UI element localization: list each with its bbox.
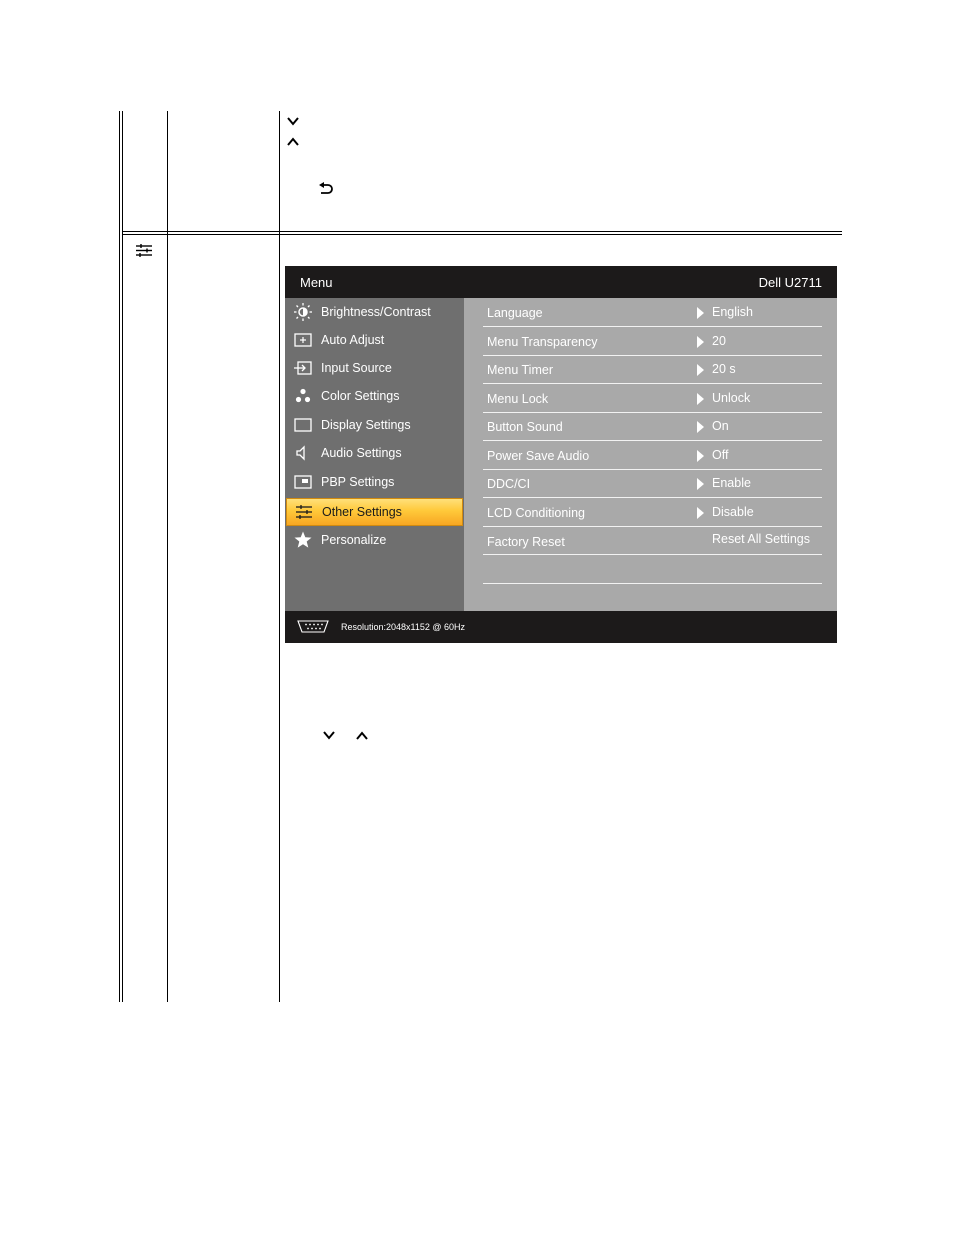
- menu-item-label: Personalize: [321, 533, 387, 547]
- menu-item-label: Input Source: [321, 361, 392, 375]
- setting-row-lcd-conditioning[interactable]: [483, 498, 822, 527]
- setting-row-empty: [483, 555, 822, 584]
- setting-value: Unlock: [712, 391, 751, 405]
- setting-value: Disable: [712, 505, 754, 519]
- triangle-right-icon: [697, 507, 704, 519]
- setting-value: Reset All Settings: [712, 532, 810, 546]
- speaker-icon: [293, 444, 313, 462]
- setting-row-ddc-ci[interactable]: [483, 469, 822, 498]
- setting-row-menu-timer[interactable]: [483, 355, 822, 384]
- setting-label: DDC/CI: [487, 477, 531, 491]
- osd-menu: [285, 266, 837, 643]
- osd-title: Menu: [300, 275, 333, 290]
- osd-submenu: [464, 298, 837, 611]
- setting-value: Off: [712, 448, 729, 462]
- osd-main-menu: [285, 298, 464, 611]
- setting-label: LCD Conditioning: [487, 506, 585, 520]
- table-border-left-inner: [122, 111, 123, 1002]
- triangle-right-icon: [697, 393, 704, 405]
- triangle-right-icon: [697, 336, 704, 348]
- osd-header: [285, 266, 837, 298]
- setting-row-button-sound[interactable]: [483, 412, 822, 441]
- table-border-left-outer: [119, 111, 120, 1002]
- menu-item-color-settings[interactable]: [285, 382, 464, 410]
- menu-item-audio-settings[interactable]: [285, 439, 464, 467]
- setting-label: Menu Transparency: [487, 335, 598, 349]
- other-settings-icon: [294, 503, 314, 521]
- setting-label: Power Save Audio: [487, 449, 590, 463]
- table-row-divider-b: [122, 234, 842, 235]
- chevron-down-icon: [287, 117, 299, 126]
- vga-connector-icon: [296, 620, 330, 638]
- setting-value: English: [712, 305, 753, 319]
- setting-value: 20 s: [712, 362, 736, 376]
- display-settings-icon: [293, 416, 313, 434]
- triangle-right-icon: [697, 450, 704, 462]
- triangle-right-icon: [697, 421, 704, 433]
- table-divider-2: [279, 111, 280, 1002]
- setting-row-power-save-audio[interactable]: [483, 441, 822, 470]
- table-divider-1: [167, 111, 168, 1002]
- menu-item-pbp-settings[interactable]: [285, 468, 464, 496]
- table-row-divider-a: [122, 231, 842, 232]
- setting-row-language[interactable]: [483, 298, 822, 327]
- setting-row-menu-transparency[interactable]: [483, 327, 822, 356]
- setting-row-factory-reset[interactable]: [483, 526, 822, 555]
- setting-label: Menu Timer: [487, 363, 553, 377]
- menu-item-label: Other Settings: [322, 505, 402, 519]
- osd-footer: [285, 611, 837, 643]
- menu-item-label: Brightness/Contrast: [321, 305, 431, 319]
- setting-label: Menu Lock: [487, 392, 549, 406]
- menu-item-label: PBP Settings: [321, 475, 395, 489]
- osd-model: Dell U2711: [758, 275, 822, 290]
- auto-adjust-icon: [293, 331, 313, 349]
- menu-item-label: Color Settings: [321, 389, 400, 403]
- chevron-up-icon: [356, 731, 368, 740]
- triangle-right-icon: [697, 364, 704, 376]
- setting-label: Button Sound: [487, 420, 563, 434]
- menu-item-label: Auto Adjust: [321, 333, 385, 347]
- other-settings-icon: [136, 244, 152, 257]
- menu-item-auto-adjust[interactable]: [285, 326, 464, 354]
- brightness-icon: [293, 303, 313, 321]
- menu-item-other-settings[interactable]: [286, 498, 463, 526]
- setting-label: Language: [487, 306, 543, 320]
- setting-label: Factory Reset: [487, 535, 565, 549]
- setting-value: Enable: [712, 476, 751, 490]
- star-icon: [293, 531, 313, 549]
- back-arrow-icon: [318, 182, 334, 196]
- menu-item-personalize[interactable]: [285, 526, 464, 554]
- menu-item-input-source[interactable]: [285, 354, 464, 382]
- menu-item-display-settings[interactable]: [285, 411, 464, 439]
- chevron-down-icon: [323, 731, 335, 740]
- setting-value: 20: [712, 334, 726, 348]
- triangle-right-icon: [697, 478, 704, 490]
- setting-value: On: [712, 419, 729, 433]
- resolution-text: Resolution:2048x1152 @ 60Hz: [341, 622, 466, 632]
- input-source-icon: [293, 359, 313, 377]
- menu-item-label: Display Settings: [321, 418, 411, 432]
- pbp-icon: [293, 473, 313, 491]
- color-settings-icon: [293, 387, 313, 405]
- menu-item-brightness-contrast[interactable]: [285, 298, 464, 326]
- setting-row-menu-lock[interactable]: [483, 384, 822, 413]
- triangle-right-icon: [697, 307, 704, 319]
- menu-item-label: Audio Settings: [321, 446, 402, 460]
- chevron-up-icon: [287, 137, 299, 146]
